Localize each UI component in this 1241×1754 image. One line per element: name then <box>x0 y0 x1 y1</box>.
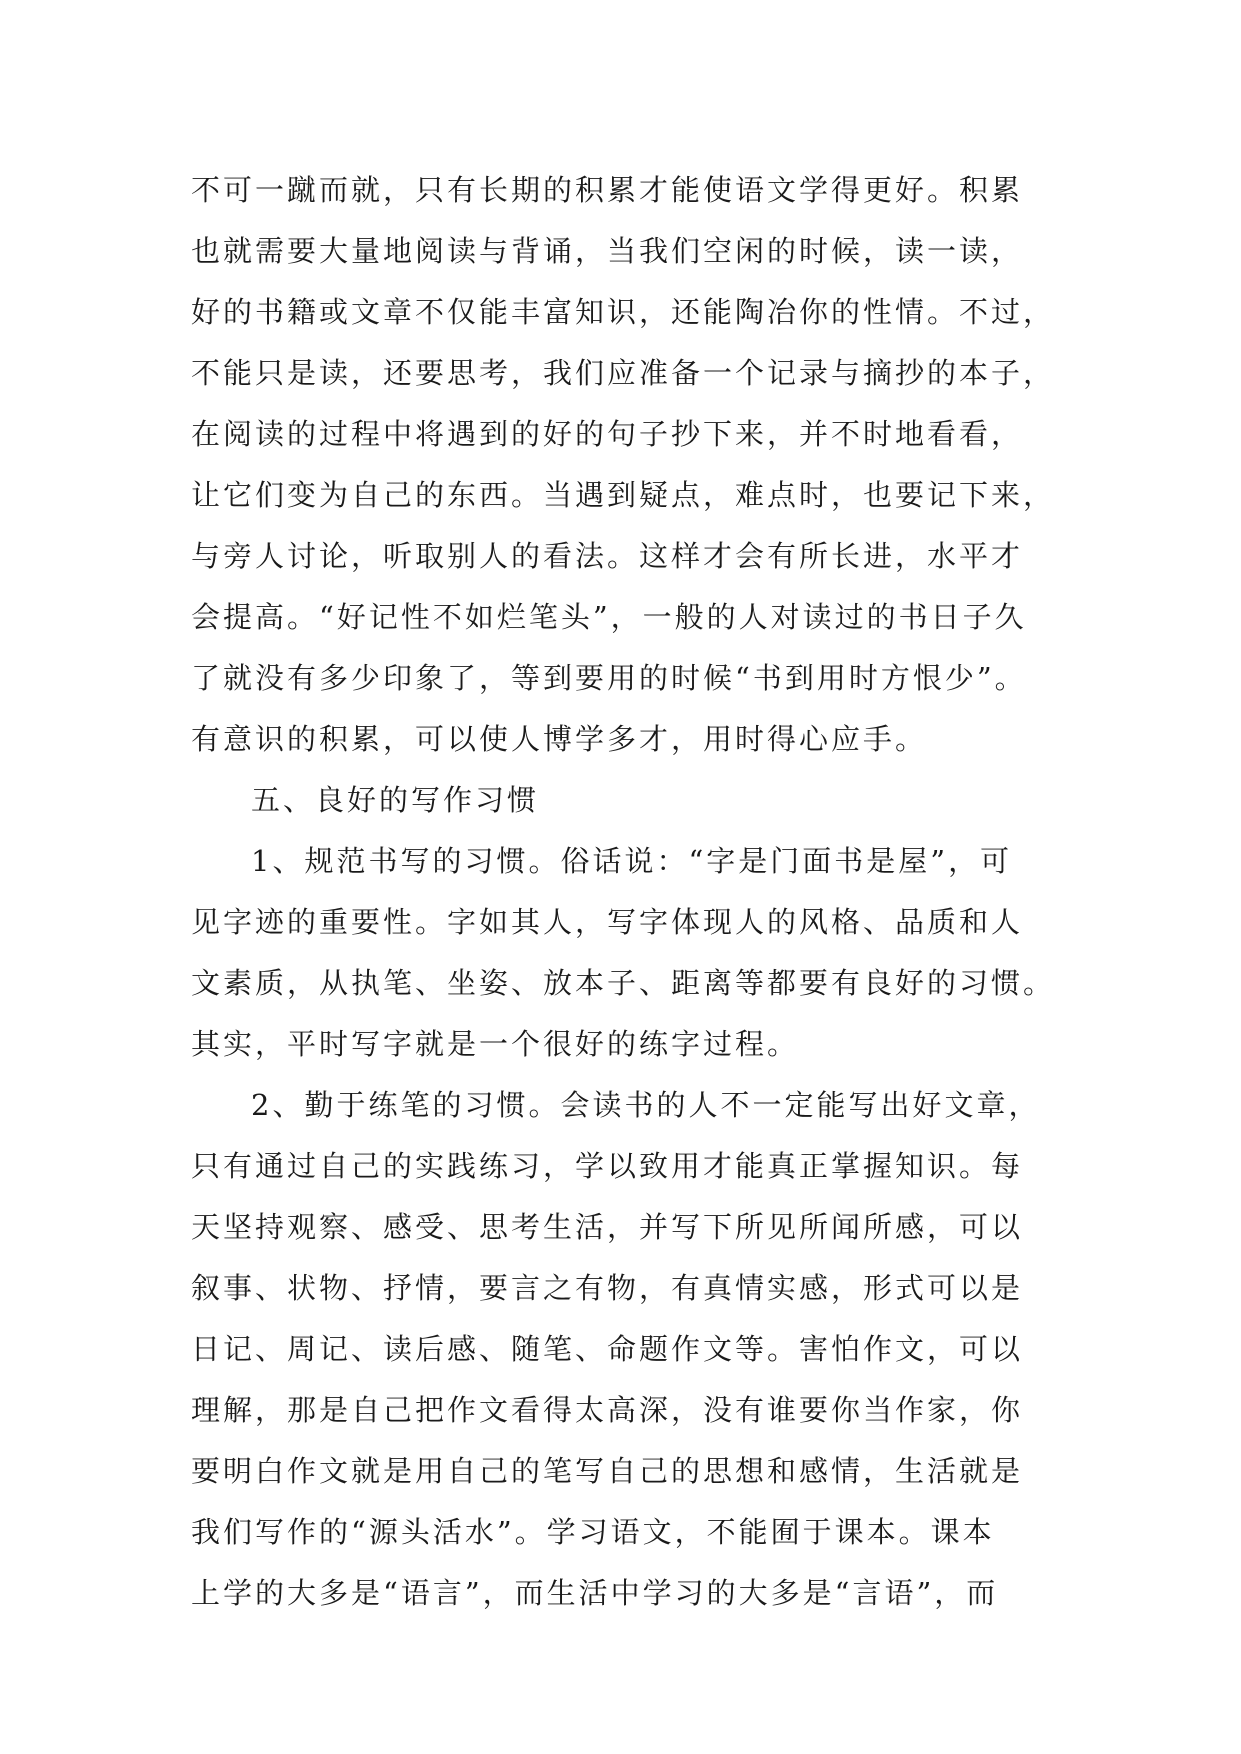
text-line: 了就没有多少印象了，等到要用的时候“书到用时方恨少”。 <box>191 661 1027 695</box>
text-line: 让它们变为自己的东西。当遇到疑点，难点时，也要记下来， <box>191 478 1056 512</box>
text-line: 会提高。“好记性不如烂笔头”，一般的人对读过的书日子久 <box>191 600 1027 634</box>
text-line: 叙事、状物、抒情，要言之有物，有真情实感，形式可以是 <box>191 1271 1024 1305</box>
text-line: 理解，那是自己把作文看得太高深，没有谁要你当作家，你 <box>191 1393 1024 1427</box>
text-line: 五、良好的写作习惯 <box>251 783 540 817</box>
text-line: 文素质，从执笔、坐姿、放本子、距离等都要有良好的习惯。 <box>191 966 1056 1000</box>
text-line: 要明白作文就是用自己的笔写自己的思想和感情，生活就是 <box>191 1454 1024 1488</box>
text-line: 与旁人讨论，听取别人的看法。这样才会有所长进，水平才 <box>191 539 1024 573</box>
text-line: 见字迹的重要性。字如其人，写字体现人的风格、品质和人 <box>191 905 1024 939</box>
text-line: 不可一蹴而就，只有长期的积累才能使语文学得更好。积累 <box>191 173 1024 207</box>
text-line: 只有通过自己的实践练习，学以致用才能真正掌握知识。每 <box>191 1149 1024 1183</box>
text-line: 上学的大多是“语言”，而生活中学习的大多是“言语”，而 <box>191 1576 999 1610</box>
text-line: 好的书籍或文章不仅能丰富知识，还能陶冶你的性情。不过， <box>191 295 1056 329</box>
text-line: 日记、周记、读后感、随笔、命题作文等。害怕作文，可以 <box>191 1332 1024 1366</box>
text-line: 在阅读的过程中将遇到的好的句子抄下来，并不时地看看， <box>191 417 1024 451</box>
document-body <box>191 160 1071 1624</box>
text-line: 2、勤于练笔的习惯。会读书的人不一定能写出好文章， <box>251 1088 1041 1122</box>
text-line: 不能只是读，还要思考，我们应准备一个记录与摘抄的本子， <box>191 356 1056 390</box>
text-line: 1、规范书写的习惯。俗话说：“字是门面书是屋”，可 <box>251 844 1013 878</box>
text-line: 我们写作的“源头活水”。学习语文，不能囿于课本。课本 <box>191 1515 995 1549</box>
text-line: 有意识的积累，可以使人博学多才，用时得心应手。 <box>191 722 928 756</box>
text-line: 也就需要大量地阅读与背诵，当我们空闲的时候，读一读， <box>191 234 1024 268</box>
text-line: 其实，平时写字就是一个很好的练字过程。 <box>191 1027 800 1061</box>
text-line: 天坚持观察、感受、思考生活，并写下所见所闻所感，可以 <box>191 1210 1024 1244</box>
